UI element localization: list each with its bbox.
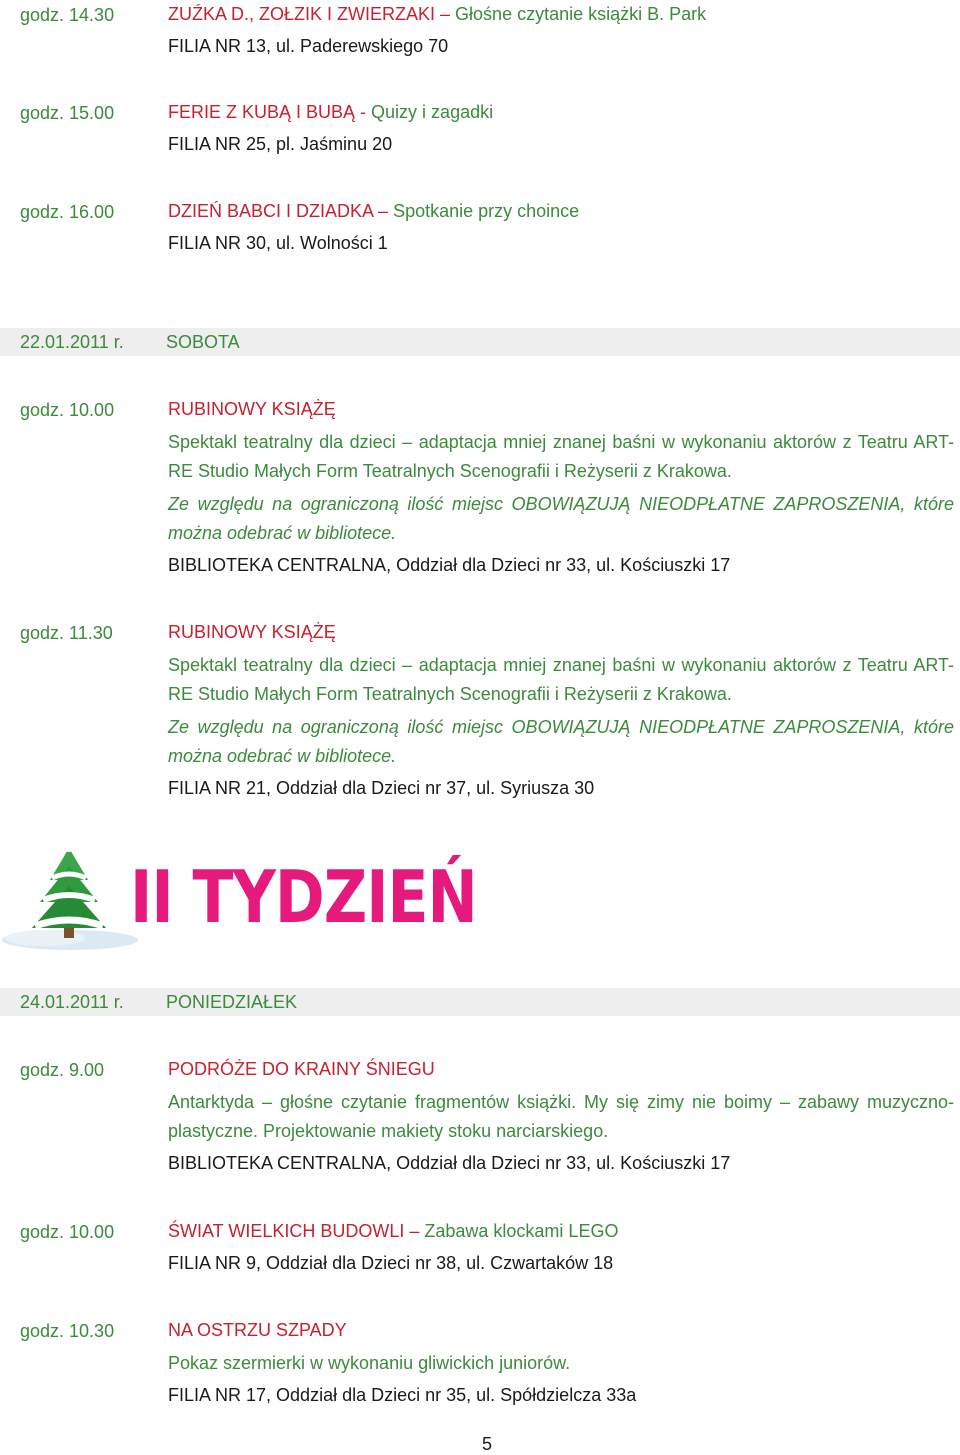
day-date: 24.01.2011 r.: [20, 991, 124, 1012]
day-header: [0, 328, 960, 356]
event-dash: -: [355, 102, 372, 122]
event-description: Spotkanie przy choince: [393, 201, 580, 221]
event-time: godz. 16.00: [20, 202, 115, 222]
day-name: SOBOTA: [166, 331, 240, 352]
event-block: [168, 1217, 954, 1278]
event-title: RUBINOWY KSIĄŻĘ: [168, 622, 336, 642]
event-dash: –: [435, 4, 456, 24]
event-time: godz. 11.30: [20, 623, 113, 643]
event-description: Zabawa klockami LEGO: [424, 1221, 619, 1241]
event-description: Spektakl teatralny dla dzieci – adaptacja mniej znanej baśni w wykonaniu aktorów z Teatru ART-RE Studio Małych Form Teatralnych Scenografii i Reżyserii z Krakowa.: [168, 432, 954, 481]
week-title: II TYDZIEŃ: [130, 856, 477, 940]
event-time: godz. 10.00: [20, 400, 115, 420]
event-description: Antarktyda – głośne czytanie fragmentów książki. My się zimy nie boimy – zabawy muzyczno-plastyczne. Projektowanie makiety stoku narciarskiego.: [168, 1092, 954, 1141]
event-block: [168, 0, 954, 61]
event-time: godz. 10.30: [20, 1321, 115, 1341]
event-location: FILIA NR 9, Oddział dla Dzieci nr 38, ul. Czwartaków 18: [168, 1253, 614, 1273]
event-time: godz. 10.00: [20, 1222, 115, 1242]
event-description: Spektakl teatralny dla dzieci – adaptacja mniej znanej baśni w wykonaniu aktorów z Teatru ART-RE Studio Małych Form Teatralnych Scenografii i Reżyserii z Krakowa.: [168, 655, 954, 704]
event-block: [168, 98, 954, 159]
event-title: PODRÓŻE DO KRAINY ŚNIEGU: [168, 1059, 435, 1079]
event-location: FILIA NR 17, Oddział dla Dzieci nr 35, ul. Spółdzielcza 33a: [168, 1385, 637, 1405]
day-name: PONIEDZIAŁEK: [166, 991, 298, 1012]
day-header: [0, 988, 960, 1016]
event-title: FERIE Z KUBĄ I BUBĄ: [168, 102, 356, 122]
page-number: 5: [482, 1434, 493, 1454]
event-location: FILIA NR 21, Oddział dla Dzieci nr 37, ul. Syriusza 30: [168, 778, 595, 798]
event-time: godz. 14.30: [20, 5, 115, 25]
event-description: Pokaz szermierki w wykonaniu gliwickich juniorów.: [168, 1353, 571, 1373]
event-time: godz. 15.00: [20, 103, 115, 123]
event-title: ŚWIAT WIELKICH BUDOWLI: [168, 1221, 405, 1241]
event-note: Ze względu na ograniczoną ilość miejsc OBOWIĄZUJĄ NIEODPŁATNE ZAPROSZENIA, które można odebrać w bibliotece.: [168, 717, 954, 766]
event-title: DZIEŃ BABCI I DZIADKA: [168, 201, 374, 221]
event-block: [168, 618, 954, 803]
event-description: Głośne czytanie książki B. Park: [455, 4, 707, 24]
event-block: [168, 395, 954, 580]
event-location: FILIA NR 30, ul. Wolności 1: [168, 233, 388, 253]
event-block: [168, 1055, 954, 1178]
event-block: [168, 197, 954, 258]
event-location: FILIA NR 25, pl. Jaśminu 20: [168, 134, 393, 154]
event-note: Ze względu na ograniczoną ilość miejsc OBOWIĄZUJĄ NIEODPŁATNE ZAPROSZENIA, które można odebrać w bibliotece.: [168, 494, 954, 543]
event-block: [168, 1316, 954, 1410]
event-title: NA OSTRZU SZPADY: [168, 1320, 347, 1340]
event-description: Quizy i zagadki: [371, 102, 494, 122]
event-location: BIBLIOTEKA CENTRALNA, Oddział dla Dzieci nr 33, ul. Kościuszki 17: [168, 1153, 731, 1173]
event-title: ZUŹKA D., ZOŁZIK I ZWIERZAKI: [168, 4, 436, 24]
event-location: BIBLIOTEKA CENTRALNA, Oddział dla Dzieci nr 33, ul. Kościuszki 17: [168, 555, 731, 575]
event-location: FILIA NR 13, ul. Paderewskiego 70: [168, 36, 449, 56]
day-date: 22.01.2011 r.: [20, 331, 124, 352]
event-dash: –: [373, 201, 394, 221]
event-dash: –: [404, 1221, 425, 1241]
event-time: godz. 9.00: [20, 1060, 105, 1080]
event-title: RUBINOWY KSIĄŻĘ: [168, 399, 336, 419]
